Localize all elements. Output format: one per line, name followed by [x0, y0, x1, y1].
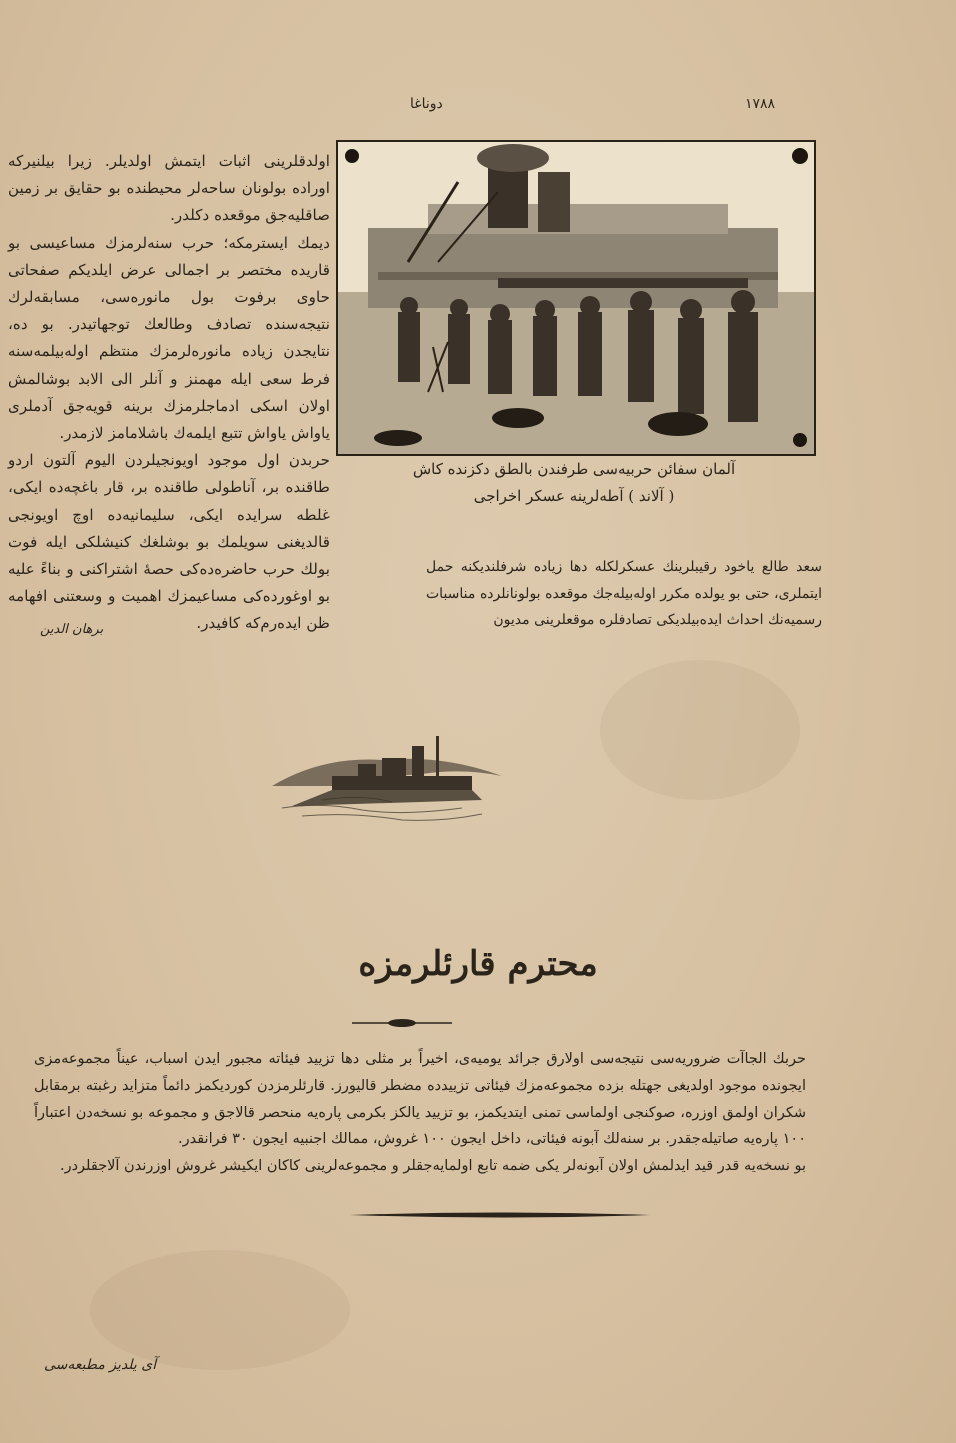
notice-paragraph: حربك الجاآت ضروریه‌سی نتیجه‌سی اولارق جرائد یومیه‌ی، اخیراً بر مثلی دها تزیید فیئاته مجبور ایدن اسباب، عیناً مجموعه‌مزی ایجونده موجود اولدیغی جهتله بزده مجموعه‌مزك فیئاتی تزییدده مضطر قالیورز. قارئلرمزدن کوردیکمز دائماً متزاید رغبته برمقابل شکران اولمق اوزره، صوکنجی اولماسی تمنی ایتدیکمز، بو تزیید یالکز بکرمی پاره‌یه منحصر قالاجق و مجموعه بو نسخه‌دن اعتباراً ١٠٠ پاره‌یه صاتیله‌جقدر. بر سنه‌لك آبونه فیئاتی، داخل ایجون ١٠٠ غروش، ممالك اجنبیه ایجون ٣٠ فرانقدر.	[34, 1051, 806, 1148]
caption-line: ( آلاند ) آطه‌لرینه عسکر اخراجی	[473, 487, 675, 505]
page-title: دوناغا	[410, 96, 443, 112]
caption-line: آلمان سفائن حربیه‌سی طرفندن بالطق دکزنده کاش	[412, 460, 736, 478]
notice-paragraph: بو نسخه‌یه قدر قید ایدلمش اولان آبونه‌لر یکی ضمه تابع اولمایه‌جقلر و مجموعه‌لرینی کاکان ایکیشر غروش اوزرندن آلاجقلردر.	[59, 1158, 806, 1175]
paper-stain	[600, 660, 800, 800]
warship-troops-photo	[338, 142, 814, 454]
photo-caption	[346, 456, 802, 510]
notice-title: محترم قارئلرمزه	[358, 944, 598, 984]
torpedo-boat-vignette	[262, 716, 514, 826]
article-paragraph: اولدقلرینی اثبات ایتمش اولدیلر. زیرا بیلنیرکه اوراده بولونان ساحه‌لر محیطنده بو حقایق بر زمین صاقلیه‌جق موقعده دکلدر.	[8, 152, 330, 225]
paper-stain	[90, 1250, 350, 1370]
notice-body	[34, 1046, 806, 1180]
article-paragraph: حربدن اول موجود اویونجیلردن الیوم آلتون اردو طاقنده بر، آناطولی طاقنده بر، قار باغچه‌ده ایکی، غلطه سرایده ایکی، سلیمانیه‌ده اوچ اویونجی قالدیغنی سویلمك بو بوشلغك کنیشلکی ایله فوت بولك حرب حاضره‌ده‌کی حصهٔ اشتراکنی و بناءً علیه بو اوغورده‌کی مساعیمزك اهمیت و وسعتنی افهامه ظن ایده‌رم‌که کافیدر.	[8, 451, 330, 633]
right-article-column: سعد طالع یاخود رقیبلرینك عسکرلکله دها زیاده شرفلندیکنه حمل ایتملری، حتی بو یولده مکرر اوله‌بیله‌جك موقعده بولونانلرده مناسبات رسمیه‌نك احداث ایده‌بیلدیکی تصادفلره موقعلرینی مدیون	[426, 559, 822, 628]
page-header	[0, 96, 956, 116]
ornament-divider	[352, 1016, 452, 1030]
page-number: ١٧٨٨	[745, 96, 776, 112]
article-paragraph: دیمك ایسترمکه؛ حرب سنه‌لرمزك مساعیسی بو قاریده مختصر بر اجمالی عرض ایلدیکم صفحاتی حاوی برفوت بول مانوره‌سی، مسابقه‌لرك نتیجه‌سنده تصادف وطالعك توجهاتیدر. بو ده، نتایجدن زیاده مانوره‌لرمزك منتظم اوله‌بیلمه‌سنه فرط سعی ایله مهمنز و آنلر الی الابد بوشالمش اولان اسکی ادماجلرمزك برینه قویه‌جق آدملری یاواش یاواش تتبع ایلمه‌ك باشلامامز لازمدر.	[8, 233, 330, 443]
printer-imprint: آی یلدیز مطبعه‌سی	[44, 1357, 157, 1373]
news-photo	[336, 140, 816, 456]
closing-rule	[350, 1208, 650, 1222]
left-article-column	[8, 148, 330, 638]
author-signature: برهان الدین	[40, 622, 104, 637]
